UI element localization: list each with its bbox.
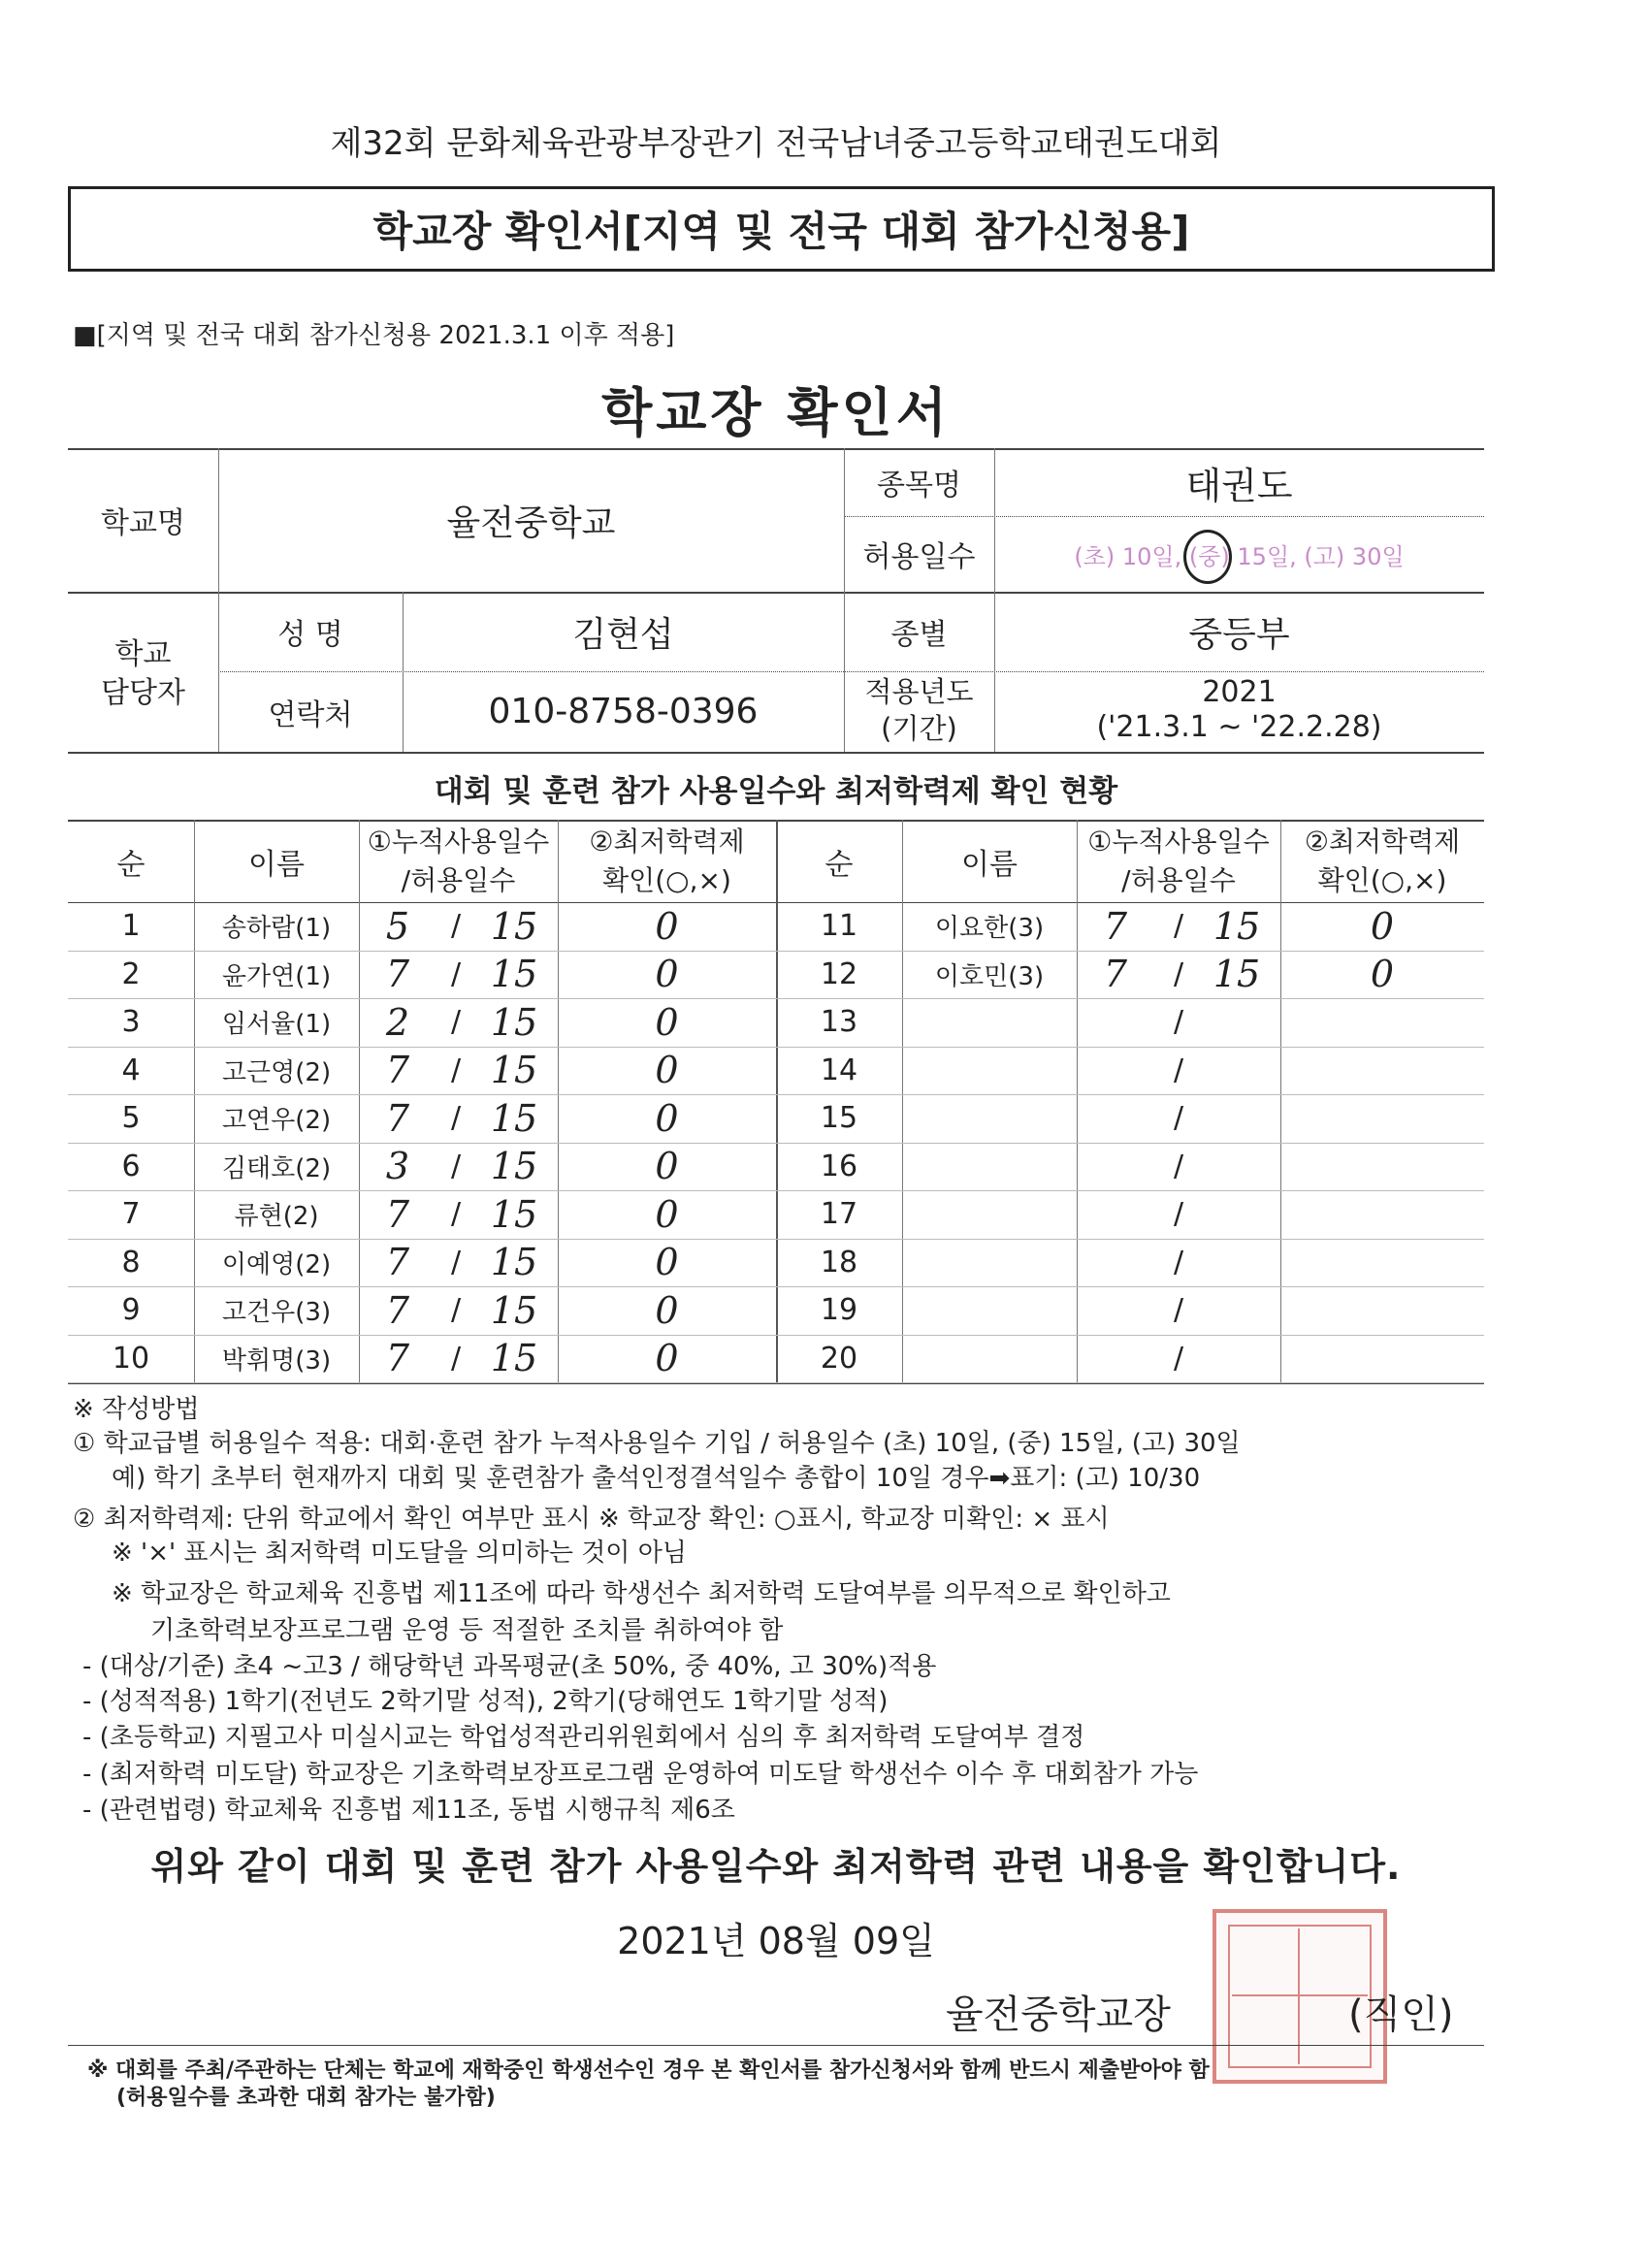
- name-label: 성 명: [277, 618, 343, 652]
- days-slash: /: [1173, 1245, 1184, 1280]
- used-days: [1082, 1335, 1149, 1383]
- notes-heading: ※ 작성방법: [73, 1395, 200, 1424]
- seal-label: (직인): [1348, 1993, 1454, 2037]
- days-slash: /: [1173, 1341, 1184, 1376]
- days-slash: /: [1173, 1101, 1184, 1136]
- allowed-days: 15: [490, 1049, 538, 1092]
- achievement-check: 0: [1370, 953, 1395, 996]
- days-slash: /: [1173, 1005, 1184, 1040]
- days-slash: /: [450, 1005, 462, 1040]
- achievement-check: [1280, 1094, 1484, 1143]
- days-slash: /: [450, 1149, 462, 1183]
- student-name: 고건우(3): [221, 1298, 332, 1328]
- allowed-days: [1198, 1335, 1276, 1383]
- note-line: ※ '×' 표시는 최저학력 미도달을 의미하는 것이 아님: [112, 1539, 687, 1568]
- allowed-days: 15: [490, 1288, 538, 1332]
- row-number: 16: [820, 1149, 858, 1183]
- achievement-check: [1280, 1143, 1484, 1191]
- achievement-check: 0: [655, 1288, 679, 1332]
- confirm-date: 2021년 08월 09일: [617, 1920, 935, 1962]
- allowed-days: [1198, 1047, 1276, 1095]
- note-line: - (초등학교) 지필고사 미실시교는 학업성적관리위원회에서 심의 후 최저학력 도달여부 결정: [82, 1723, 1085, 1752]
- student-name: 박휘명(3): [221, 1345, 332, 1376]
- allowed-days: 15: [490, 953, 538, 996]
- days-slash: /: [1173, 909, 1184, 944]
- allowed-days: 15: [1212, 953, 1261, 996]
- used-days: [1082, 1143, 1149, 1191]
- achievement-check: 0: [655, 1049, 679, 1092]
- person-label-line1: 학교: [114, 637, 172, 671]
- allowed-days: [1198, 1143, 1276, 1191]
- row-number: 13: [820, 1005, 858, 1040]
- days-slash: /: [450, 956, 462, 991]
- note-line: 예) 학기 초부터 현재까지 대회 및 훈련참가 출석인정결석일수 총합이 10일 경우➡표기: (고) 10/30: [112, 1464, 1201, 1493]
- allowed-days: 15: [490, 1241, 538, 1284]
- student-name: 윤가연(1): [221, 961, 332, 991]
- title-box: [68, 186, 1495, 272]
- col-header-check-right-line1: ②최저학력제: [1304, 826, 1461, 858]
- col-header-name: 이름: [248, 847, 305, 882]
- student-name: [902, 998, 1077, 1047]
- achievement-check: [1280, 1190, 1484, 1239]
- col-header-days: [359, 823, 558, 900]
- row-number: 15: [820, 1101, 858, 1136]
- allowed-days: 15: [490, 1000, 538, 1044]
- achievement-check: 0: [655, 904, 679, 948]
- student-name: 류현(2): [234, 1202, 319, 1232]
- event-title: 제32회 문화체육관광부장관기 전국남녀중고등학교태권도대회: [330, 124, 1222, 163]
- used-days: 7: [385, 1192, 410, 1236]
- col-header-check-right: [1280, 823, 1484, 900]
- allowed-days: 15: [490, 1145, 538, 1188]
- row-number: 7: [121, 1197, 141, 1232]
- contact-label: 연락처: [268, 697, 353, 732]
- days-slash: /: [1173, 1197, 1184, 1232]
- used-days: 7: [1103, 953, 1128, 996]
- used-days: [1082, 1286, 1149, 1335]
- used-days: 5: [385, 904, 410, 948]
- student-name: 고연우(2): [221, 1106, 332, 1136]
- achievement-check: [1280, 998, 1484, 1047]
- handwritten-circle: [1183, 530, 1232, 584]
- allowed-days: [1198, 1094, 1276, 1143]
- note-line: ② 최저학력제: 단위 학교에서 확인 여부만 표시 ※ 학교장 확인: ○표시, 학교장 미확인: × 표시: [73, 1505, 1110, 1534]
- row-number: 20: [820, 1341, 858, 1376]
- col-header-check-line1: ②최저학력제: [589, 826, 745, 858]
- days-slash: /: [1173, 956, 1184, 991]
- used-days: [1082, 1047, 1149, 1095]
- used-days: 7: [1103, 904, 1128, 948]
- row-number: 6: [121, 1149, 141, 1183]
- row-number: 8: [121, 1245, 141, 1280]
- col-header-no-right: 순: [824, 847, 854, 882]
- days-slash: /: [450, 1293, 462, 1328]
- year-label: [844, 673, 994, 747]
- doc-title: 학교장 확인서: [601, 382, 951, 443]
- allowed-days: [1198, 1239, 1276, 1287]
- used-days: 7: [385, 1337, 410, 1380]
- allowed-days: [1198, 1286, 1276, 1335]
- days-slash: /: [450, 1341, 462, 1376]
- achievement-check: 0: [655, 1241, 679, 1284]
- col-header-days-right: [1077, 823, 1280, 900]
- col-header-check-line2: 확인(○,×): [602, 864, 731, 896]
- achievement-check: 0: [655, 1096, 679, 1140]
- student-name: [902, 1286, 1077, 1335]
- allowed-days: 15: [490, 904, 538, 948]
- achievement-check: 0: [655, 953, 679, 996]
- year-label-line1: 적용년도: [864, 675, 974, 708]
- row-number: 11: [820, 909, 858, 944]
- days-slash: /: [450, 1245, 462, 1280]
- col-header-no: 순: [116, 847, 146, 882]
- achievement-check: 0: [655, 1192, 679, 1236]
- days-slash: /: [450, 909, 462, 944]
- allowed-days: 15: [490, 1337, 538, 1380]
- used-days: 2: [385, 1000, 410, 1044]
- student-name: 김태호(2): [221, 1153, 332, 1183]
- note-line: - (성적적용) 1학기(전년도 2학기말 성적), 2학기(당해연도 1학기말 성적): [82, 1687, 889, 1716]
- used-days: 7: [385, 953, 410, 996]
- col-header-days-right-line1: ①누적사용일수: [1087, 826, 1270, 858]
- col-header-check: [558, 823, 776, 900]
- days-slash: /: [1173, 1293, 1184, 1328]
- col-header-days-right-line2: /허용일수: [1121, 864, 1236, 896]
- achievement-check: 0: [1370, 904, 1395, 948]
- days-value: (초) 10일, (중) 15일, (고) 30일: [1074, 542, 1405, 570]
- achievement-check: [1280, 1047, 1484, 1095]
- row-number: 10: [112, 1341, 150, 1376]
- days-slash: /: [1173, 1149, 1184, 1183]
- row-divider: [68, 1382, 776, 1383]
- student-name: 임서율(1): [221, 1010, 332, 1040]
- box-title: 학교장 확인서[지역 및 전국 대회 참가신청용]: [372, 208, 1190, 255]
- note-line: - (최저학력 미도달) 학교장은 기초학력보장프로그램 운영하여 미도달 학생선수 이수 후 대회참가 가능: [82, 1760, 1199, 1789]
- row-number: 14: [820, 1053, 858, 1087]
- person-label: [68, 635, 218, 713]
- col-header-days-line2: /허용일수: [401, 864, 516, 896]
- achievement-check: [1280, 1239, 1484, 1287]
- col-header-check-right-line2: 확인(○,×): [1317, 864, 1447, 896]
- used-days: [1082, 1190, 1149, 1239]
- student-name: 이호민(3): [934, 961, 1045, 991]
- sport-label: 종목명: [877, 469, 961, 502]
- col-header-days-line1: ①누적사용일수: [367, 826, 550, 858]
- student-name: [902, 1239, 1077, 1287]
- sport-value: 태권도: [1185, 464, 1293, 507]
- days-slash: /: [450, 1053, 462, 1087]
- row-number: 5: [121, 1101, 141, 1136]
- student-name: 이예영(2): [221, 1249, 332, 1280]
- school-value: 율전중학교: [446, 502, 616, 543]
- note-line: - (관련법령) 학교체육 진흥법 제11조, 동법 시행규칙 제6조: [82, 1796, 735, 1825]
- student-name: [902, 1047, 1077, 1095]
- note-line: ※ 학교장은 학교체육 진흥법 제11조에 따라 학생선수 최저학력 도달여부를 의무적으로 확인하고: [112, 1579, 1171, 1608]
- year-label-line2: (기간): [881, 712, 957, 745]
- used-days: 7: [385, 1288, 410, 1332]
- note-line: - (대상/기준) 초4 ~고3 / 해당학년 과목평균(초 50%, 중 40%, 고 30%)적용: [82, 1652, 937, 1681]
- student-name: 이요한(3): [934, 914, 1045, 944]
- year-value: [994, 675, 1484, 745]
- row-number: 18: [820, 1245, 858, 1280]
- allowed-days: [1198, 998, 1276, 1047]
- achievement-check: 0: [655, 1337, 679, 1380]
- student-name: [902, 1190, 1077, 1239]
- allowed-days: 15: [490, 1192, 538, 1236]
- row-number: 12: [820, 956, 858, 991]
- row-number: 19: [820, 1293, 858, 1328]
- student-name: 송하람(1): [221, 914, 332, 944]
- col-header-name-right: 이름: [961, 847, 1018, 882]
- student-name: [902, 1143, 1077, 1191]
- division-label: 종별: [890, 618, 948, 652]
- days-label: 허용일수: [862, 540, 976, 574]
- row-number: 3: [121, 1005, 141, 1040]
- applies-note: ■[지역 및 전국 대회 참가신청용 2021.3.1 이후 적용]: [73, 321, 675, 350]
- student-name: 고근영(2): [221, 1057, 332, 1087]
- confirm-text: 위와 같이 대회 및 훈련 참가 사용일수와 최저학력 관련 내용을 확인합니다.: [150, 1845, 1402, 1888]
- allowed-days: [1198, 1190, 1276, 1239]
- row-number: 2: [121, 956, 141, 991]
- year-value-line1: 2021: [1202, 675, 1277, 709]
- row-number: 4: [121, 1053, 141, 1087]
- used-days: 7: [385, 1096, 410, 1140]
- row-number: 9: [121, 1293, 141, 1328]
- used-days: [1082, 998, 1149, 1047]
- allowed-days: 15: [1212, 904, 1261, 948]
- achievement-check: [1280, 1335, 1484, 1383]
- used-days: [1082, 1094, 1149, 1143]
- note-line: 기초학력보장프로그램 운영 등 적절한 조치를 취하여야 함: [150, 1616, 784, 1645]
- row-number: 17: [820, 1197, 858, 1232]
- used-days: 7: [385, 1049, 410, 1092]
- note-line: ① 학교급별 허용일수 적용: 대회·훈련 참가 누적사용일수 기입 / 허용일수 (초) 10일, (중) 15일, (고) 30일: [73, 1429, 1241, 1458]
- allowed-days: 15: [490, 1096, 538, 1140]
- person-label-line2: 담당자: [101, 676, 185, 710]
- row-number: 1: [121, 909, 141, 944]
- name-value: 김현섭: [572, 614, 674, 655]
- achievement-check: 0: [655, 1145, 679, 1188]
- days-slash: /: [450, 1101, 462, 1136]
- bottom-note-1: ※ 대회를 주최/주관하는 단체는 학교에 재학중인 학생선수인 경우 본 확인서를 참가신청서와 함께 반드시 제출받아야 함: [87, 2058, 1210, 2083]
- school-label: 학교명: [101, 506, 185, 540]
- row-divider: [776, 1382, 1484, 1383]
- used-days: [1082, 1239, 1149, 1287]
- table-caption: 대회 및 훈련 참가 사용일수와 최저학력제 확인 현황: [434, 774, 1118, 809]
- achievement-check: [1280, 1286, 1484, 1335]
- days-slash: /: [450, 1197, 462, 1232]
- principal-title: 율전중학교장: [946, 1993, 1171, 2037]
- student-name: [902, 1094, 1077, 1143]
- division-value: 중등부: [1188, 614, 1290, 655]
- achievement-check: 0: [655, 1000, 679, 1044]
- bottom-note-2: (허용일수를 초과한 대회 참가는 불가함): [116, 2086, 496, 2110]
- used-days: 3: [385, 1145, 410, 1188]
- days-slash: /: [1173, 1053, 1184, 1087]
- year-value-line2: ('21.3.1 ~ '22.2.28): [1096, 710, 1382, 744]
- student-name: [902, 1335, 1077, 1383]
- used-days: 7: [385, 1241, 410, 1284]
- contact-value: 010-8758-0396: [488, 692, 759, 731]
